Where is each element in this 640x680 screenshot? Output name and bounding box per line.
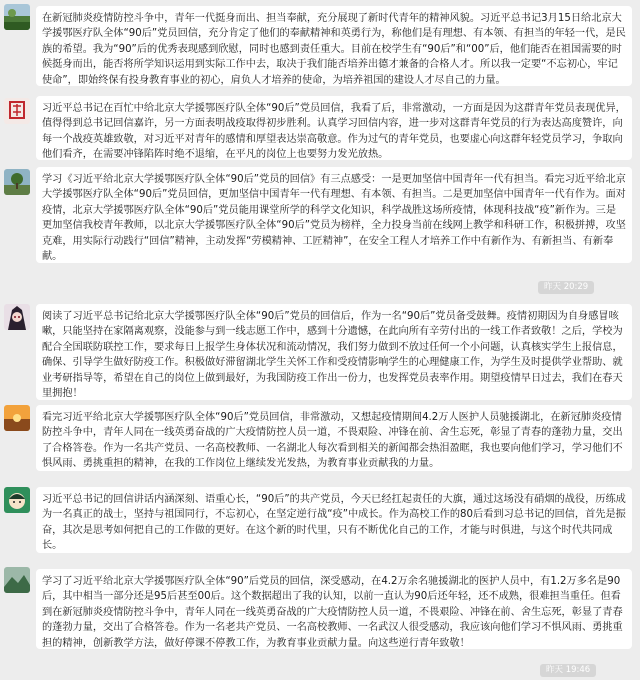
- message-bubble-5: 看完习近平给北京大学援鄂医疗队全体“90后”党员回信，非常激动，又想起疫情期间4.2万人医护人员驰援湖北，在新冠肺炎疫情防控斗争中，青年人同在一线英勇奋战的广大疫情防控人员一道，不畏艰险、冲锋在前、舍生忘死，彰显了青春的蓬勃力量，交出了合格答卷。作为一名共产党员、一名高校教师、一名湖北人每次看到相关的新闻都会热泪盈眶，我也要向他们学习，学习他们不惧风雨、勇挑重担的精神，在我的工作岗位上继续发光发热，为教育事业贡献我的力量。: [36, 405, 632, 471]
- avatar-tree[interactable]: [4, 169, 30, 195]
- message-bubble-1: 在新冠肺炎疫情防控斗争中，青年一代挺身而出、担当奉献，充分展现了新时代青年的精神风貌。习近平总书记3月15日给北京大学援鄂医疗队全体“90后”党员回信，充分肯定了他们的奉献精神和英勇行为，称他们是有理想、有本领、有担当的年轻一代，是民族的希望。我为“90”后的优秀表现感到欣慰，同时也感到责任重大。目前在校学生有“90后”和“00”后，他们能否在祖国需要的时候挺身而出，能否将所学知识运用到实际工作中去，取决于我们能否培养出德才兼备的合格人才。所以我一定要“不忘初心，牢记使命”，即始终保有投身教育事业的初心，肩负人才培养的使命，为培养祖国的建设人才尽自己的力量。: [36, 6, 632, 86]
- timestamp-1: 昨天 20:29: [538, 281, 594, 294]
- timestamp-2: 昨天 19:46: [540, 664, 596, 677]
- message-bubble-4: 阅读了习近平总书记给北京大学援鄂医疗队全体“90后”党员的回信后，作为一名“90后”党员备受鼓舞。疫情初期因为自身感冒咳嗽，只能坚持在家隔离观察，没能参与到一线志愿工作中，感到十分遗憾，在此向所有辛劳付出的一线工作者致敬！之后，学校为配合全国联防联控工作，要求每日上报学生身体状况和流动情况，我们努力做到不放过任何一个小问题，认真核实学生上报信息，确保、引导学生做好防疫工作。积极做好滞留湖北学生关怀工作和受疫情影响学生的心理健康工作，为学生及时提供学业帮助、就业考研指导等，希望在自己的岗位上做到最好，为我国防疫工作出一份力，也发挥党员表率作用。期望疫情早日过去，我们在春天里拥抱！: [36, 304, 632, 400]
- avatar-cartoon[interactable]: [4, 487, 30, 513]
- avatar-calligraphy[interactable]: [4, 98, 30, 124]
- message-bubble-2: 习近平总书记在百忙中给北京大学援鄂医疗队全体“90后”党员回信，我看了后，非常激动，一方面是因为这群青年党员表现优异，值得得到总书记回信嘉许，另一方面表明战疫取得初步胜利。认真学习回信内容，进一步对这群青年党员的行为表达高度赞许，向每一个战疫英雄致敬，对习近平对青年的感情和厚望表达崇高敬意。作为过气的青年党员，也要虚心向这群年轻党员学习，争取向他们看齐，在需要冲锋陷阵时绝不退缩，在平凡的岗位上也要努力发光放热。: [36, 96, 632, 160]
- message-bubble-7: 学习了习近平给北京大学援鄂医疗队全体“90”后党员的回信，深受感动，在4.2万余名驰援湖北的医护人员中，有1.2万多名是90后，其中相当一部分还是95后甚至00后。这个数据超出了我的认知，以前一直认为90后还年轻，还不成熟，很难担当重任。但看到在新冠肺炎疫情防控斗争中，青年人同在一线英勇奋战的广大疫情防控人员一道，不畏艰险、冲锋在前、舍生忘死，彰显了青春的蓬勃力量，交出了合格答卷。作为一名老共产党员、一名高校教师、一名武汉人很受感动，我应该向他们学习不惧风雨、勇挑重担的精神，创新教学方法，做好停课不停教工作，为教育事业贡献力量。向这些逆行青年致敬！: [36, 569, 632, 649]
- avatar-landscape[interactable]: [4, 4, 30, 30]
- avatar-sunset[interactable]: [4, 405, 30, 431]
- avatar-mountain[interactable]: [4, 567, 30, 593]
- avatar-anime[interactable]: [4, 304, 30, 330]
- message-bubble-3: 学习《习近平给北京大学援鄂医疗队全体“90后”党员的回信》有三点感受：一是更加坚信中国青年一代有担当。看完习近平给北京大学援鄂医疗队全体“90后”党员回信，更加坚信中国青年一代有理想、有本领、有担当。二是更加坚信中国青年一代有作为。面对疫情，北京大学援鄂医疗队全体“90后”党员能用课堂所学的科学文化知识，科学战胜这场所疫情，体现科技战“疫”新作为。三是更加坚信我校青年教师，以北京大学援鄂医疗队全体“90后”党员为榜样，全力投身当前在线网上教学和科研工作，积极拼搏，攻坚克难，用实际行动践行“回信”精神，主动发挥“劳模精神、工匠精神”，在安全工程人才培养工作中有新作为、有新担当、有新奉献。: [36, 167, 632, 263]
- message-bubble-6: 习近平总书记的回信讲话内涵深刻、语重心长，“90后”的共产党员，今天已经扛起责任的大旗，通过这场没有硝烟的战役，历练成为一名真正的战士，坚持与祖国同行，不忘初心，在坚定逆行战“疫”中成长。作为高校工作的80后看到习总书记的回信，首先是振奋，其次是思考如何把自己的工作做的更好。在这个新的时代里，只有不断优化自己的工作，才能与时俱进，与这个时代共同成长。: [36, 487, 632, 553]
